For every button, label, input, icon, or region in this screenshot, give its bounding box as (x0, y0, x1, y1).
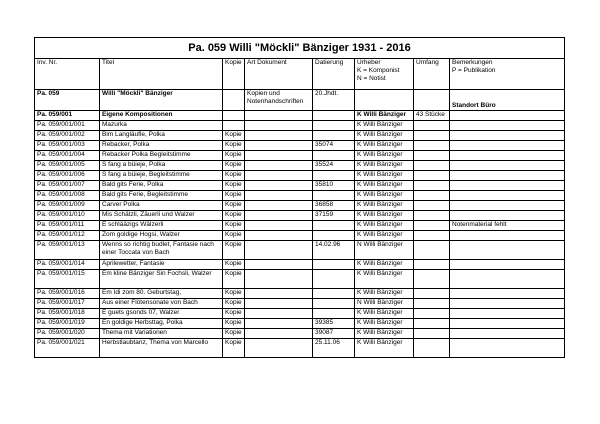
cell-urheber: N Willi Bänziger (355, 299, 414, 309)
cell-titel: Carver Polka (100, 201, 223, 211)
table-row (35, 241, 565, 260)
cell-bemerkungen (450, 319, 565, 329)
cell-bemerkungen (450, 141, 565, 151)
cell-bemerkungen (450, 131, 565, 141)
cell-kopie: Kopie (223, 241, 245, 260)
table-row (35, 329, 565, 339)
cell-umfang (414, 181, 450, 191)
table-row (35, 121, 565, 131)
cell-titel: Aprilewetter, Fantasie (100, 260, 223, 270)
cell-inv: Pa. 059/001/016 (35, 289, 100, 299)
cell-umfang (414, 241, 450, 260)
cell-titel: Bim Langläufle, Polka (100, 131, 223, 141)
header-bemerkungen: Bemerkungen P = Publikation (450, 59, 565, 90)
cell-titel: Wenns so richtig budlet, Fantasie nach einer Toccata von Bach (100, 241, 223, 260)
cell-umfang (414, 141, 450, 151)
cell-urheber: K Willi Bänziger (355, 191, 414, 201)
cell-titel: Aus einer Flötensonate von Bach (100, 299, 223, 309)
cell-kopie: Kopie (223, 260, 245, 270)
cell-umfang (414, 191, 450, 201)
cell-titel: E schlääzigs Wälzerli (100, 221, 223, 231)
table-row (35, 201, 565, 211)
header-umfang: Umfang (414, 59, 450, 90)
cell-datierung (313, 289, 355, 299)
cell-umfang (414, 309, 450, 319)
cell-umfang (414, 319, 450, 329)
table-row (35, 270, 565, 289)
cell-inv: Pa. 059/001/019 (35, 319, 100, 329)
cell-umfang (414, 201, 450, 211)
cell-kopie: Kopie (223, 181, 245, 191)
inventory-table (34, 37, 565, 358)
cell-titel: Thema mit Variationen (100, 329, 223, 339)
cell-kopie: Kopie (223, 131, 245, 141)
cell-urheber: K Willi Bänziger (355, 121, 414, 131)
cell-umfang (414, 161, 450, 171)
cell-titel: Herbstlaubtanz, Thema von Marcello (100, 339, 223, 358)
cell-bemerkungen (450, 339, 565, 358)
table-row (35, 181, 565, 191)
cell-datierung: 39087 (313, 329, 355, 339)
cell-inv: Pa. 059/001/010 (35, 211, 100, 221)
cell-art (245, 329, 313, 339)
cell-datierung (313, 270, 355, 289)
cell-art (245, 339, 313, 358)
cell-urheber: K Willi Bänziger (355, 211, 414, 221)
cell-titel: En goldige Herbsttag, Polka (100, 319, 223, 329)
cell-art (245, 309, 313, 319)
page-title: Pa. 059 Willi "Möckli" Bänziger 1931 - 2016 (35, 38, 565, 59)
group-inv: Pa. 059/001 (35, 111, 100, 121)
cell-titel: Em Idi zom 80. Geburtstag, (100, 289, 223, 299)
cell-datierung (313, 231, 355, 241)
cell-art (245, 289, 313, 299)
group-umfang: 43 Stücke (414, 111, 450, 121)
cell-art (245, 221, 313, 231)
cell-datierung: 14.02.96 (313, 241, 355, 260)
cell-titel: Bald gits Ferie, Polka (100, 181, 223, 191)
table-row (35, 191, 565, 201)
cell-bemerkungen (450, 151, 565, 161)
cell-bemerkungen (450, 299, 565, 309)
cell-umfang (414, 339, 450, 358)
header-urheber: Urheber K = Komponist N = Notist (355, 59, 414, 90)
cell-urheber: K Willi Bänziger (355, 221, 414, 231)
cell-inv: Pa. 059/001/015 (35, 270, 100, 289)
cell-inv: Pa. 059/001/002 (35, 131, 100, 141)
header-art: Art Dokument (245, 59, 313, 90)
cell-inv: Pa. 059/001/003 (35, 141, 100, 151)
cell-art (245, 241, 313, 260)
cell-inv: Pa. 059/001/006 (35, 171, 100, 181)
cell-art (245, 131, 313, 141)
cell-umfang (414, 231, 450, 241)
cell-art (245, 191, 313, 201)
cell-kopie: Kopie (223, 171, 245, 181)
cell-bemerkungen (450, 231, 565, 241)
cell-umfang (414, 329, 450, 339)
cell-umfang (414, 289, 450, 299)
table-row (35, 151, 565, 161)
table-row (35, 299, 565, 309)
cell-titel: Rebacker Polka Begleitstimme (100, 151, 223, 161)
cell-kopie: Kopie (223, 309, 245, 319)
cell-bemerkungen (450, 270, 565, 289)
cell-kopie: Kopie (223, 329, 245, 339)
table-row (35, 161, 565, 171)
cell-titel: Mazurka (100, 121, 223, 131)
cell-art (245, 319, 313, 329)
fonds-bemerkungen: Standort Büro (450, 90, 565, 111)
group-kopie (223, 111, 245, 121)
group-urheber: K Willi Bänziger (355, 111, 414, 121)
cell-titel: Mis Schätzli, Zäuerli und Walzer (100, 211, 223, 221)
cell-urheber: K Willi Bänziger (355, 270, 414, 289)
fonds-titel: Willi "Möckli" Bänziger (100, 90, 223, 111)
cell-kopie: Kopie (223, 161, 245, 171)
header-kopie: Kopie (223, 59, 245, 90)
cell-kopie: Kopie (223, 231, 245, 241)
cell-titel: S fang a büieje, Begleitstimme (100, 171, 223, 181)
cell-datierung (313, 191, 355, 201)
cell-bemerkungen (450, 201, 565, 211)
cell-art (245, 161, 313, 171)
cell-art (245, 121, 313, 131)
cell-inv: Pa. 059/001/009 (35, 201, 100, 211)
fonds-urheber (355, 90, 414, 111)
cell-titel: Rebacker, Polka (100, 141, 223, 151)
cell-titel: Bald gits Ferie, Begleitstimme (100, 191, 223, 201)
cell-datierung: 39385 (313, 319, 355, 329)
cell-kopie: Kopie (223, 339, 245, 358)
table-row (35, 309, 565, 319)
cell-umfang (414, 211, 450, 221)
group-art (245, 111, 313, 121)
cell-urheber: K Willi Bänziger (355, 181, 414, 191)
cell-kopie: Kopie (223, 141, 245, 151)
cell-kopie: Kopie (223, 289, 245, 299)
header-datierung: Datierung (313, 59, 355, 90)
cell-urheber: K Willi Bänziger (355, 131, 414, 141)
cell-umfang (414, 221, 450, 231)
cell-art (245, 270, 313, 289)
cell-umfang (414, 299, 450, 309)
cell-bemerkungen (450, 329, 565, 339)
cell-datierung (313, 171, 355, 181)
cell-datierung (313, 221, 355, 231)
cell-urheber: K Willi Bänziger (355, 289, 414, 299)
cell-inv: Pa. 059/001/007 (35, 181, 100, 191)
group-datierung (313, 111, 355, 121)
header-inv: Inv. Nr. (35, 59, 100, 90)
group-titel: Eigene Kompositionen (100, 111, 223, 121)
cell-urheber: K Willi Bänziger (355, 201, 414, 211)
cell-bemerkungen: Notenmaterial fehlt (450, 221, 565, 231)
cell-kopie: Kopie (223, 201, 245, 211)
cell-kopie: Kopie (223, 319, 245, 329)
cell-inv: Pa. 059/001/014 (35, 260, 100, 270)
cell-datierung: 35524 (313, 161, 355, 171)
group-bemerkungen (450, 111, 565, 121)
cell-bemerkungen (450, 171, 565, 181)
fonds-umfang (414, 90, 450, 111)
cell-titel: E guets gsonds 07, Walzer (100, 309, 223, 319)
table-row (35, 171, 565, 181)
cell-titel: Zom goldige Hogsi, Walzer (100, 231, 223, 241)
group-row (35, 111, 565, 121)
cell-urheber: K Willi Bänziger (355, 319, 414, 329)
cell-bemerkungen (450, 241, 565, 260)
cell-urheber: K Willi Bänziger (355, 231, 414, 241)
cell-bemerkungen (450, 309, 565, 319)
cell-urheber: K Willi Bänziger (355, 260, 414, 270)
cell-inv: Pa. 059/001/008 (35, 191, 100, 201)
cell-art (245, 299, 313, 309)
cell-kopie: Kopie (223, 191, 245, 201)
cell-inv: Pa. 059/001/021 (35, 339, 100, 358)
cell-kopie: Kopie (223, 211, 245, 221)
cell-art (245, 171, 313, 181)
cell-bemerkungen (450, 289, 565, 299)
cell-datierung (313, 299, 355, 309)
cell-umfang (414, 151, 450, 161)
cell-art (245, 231, 313, 241)
fonds-inv: Pa. 059 (35, 90, 100, 111)
cell-inv: Pa. 059/001/001 (35, 121, 100, 131)
cell-art (245, 181, 313, 191)
cell-bemerkungen (450, 121, 565, 131)
cell-urheber: N Willi Bänziger (355, 241, 414, 260)
table-row (35, 319, 565, 329)
table-row (35, 339, 565, 358)
cell-datierung (313, 260, 355, 270)
cell-urheber: K Willi Bänziger (355, 151, 414, 161)
cell-bemerkungen (450, 181, 565, 191)
header-titel: Titel (100, 59, 223, 90)
cell-umfang (414, 171, 450, 181)
cell-inv: Pa. 059/001/004 (35, 151, 100, 161)
cell-inv: Pa. 059/001/018 (35, 309, 100, 319)
cell-bemerkungen (450, 191, 565, 201)
table-row (35, 131, 565, 141)
cell-datierung: 37159 (313, 211, 355, 221)
fonds-datierung: 20.Jhdt. (313, 90, 355, 111)
table-row (35, 231, 565, 241)
cell-kopie: Kopie (223, 151, 245, 161)
cell-urheber: K Willi Bänziger (355, 141, 414, 151)
cell-urheber: K Willi Bänziger (355, 339, 414, 358)
table-row (35, 260, 565, 270)
table-row (35, 221, 565, 231)
fonds-kopie (223, 90, 245, 111)
cell-kopie: Kopie (223, 270, 245, 289)
cell-datierung: 35810 (313, 181, 355, 191)
cell-datierung (313, 309, 355, 319)
cell-datierung: 36858 (313, 201, 355, 211)
cell-inv: Pa. 059/001/020 (35, 329, 100, 339)
cell-datierung: 25.11.06 (313, 339, 355, 358)
cell-art (245, 201, 313, 211)
cell-bemerkungen (450, 161, 565, 171)
table-row (35, 211, 565, 221)
cell-urheber: K Willi Bänziger (355, 171, 414, 181)
cell-bemerkungen (450, 211, 565, 221)
cell-umfang (414, 121, 450, 131)
cell-kopie: Kopie (223, 221, 245, 231)
cell-titel: Em kline Bänziger Sin Fochsli, Walzer (100, 270, 223, 289)
cell-inv: Pa. 059/001/013 (35, 241, 100, 260)
cell-datierung (313, 131, 355, 141)
cell-datierung (313, 121, 355, 131)
cell-art (245, 141, 313, 151)
table-row (35, 289, 565, 299)
cell-datierung: 35074 (313, 141, 355, 151)
table-row (35, 141, 565, 151)
cell-titel: S fang a büieje, Polka (100, 161, 223, 171)
cell-umfang (414, 270, 450, 289)
cell-bemerkungen (450, 260, 565, 270)
cell-urheber: K Willi Bänziger (355, 161, 414, 171)
cell-umfang (414, 260, 450, 270)
cell-inv: Pa. 059/001/012 (35, 231, 100, 241)
fonds-art: Kopien und Notenhandschriften (245, 90, 313, 111)
cell-kopie (223, 121, 245, 131)
cell-urheber: K Willi Bänziger (355, 329, 414, 339)
cell-inv: Pa. 059/001/005 (35, 161, 100, 171)
cell-kopie: Kopie (223, 299, 245, 309)
cell-urheber: K Willi Bänziger (355, 309, 414, 319)
cell-inv: Pa. 059/001/011 (35, 221, 100, 231)
cell-datierung (313, 151, 355, 161)
cell-art (245, 260, 313, 270)
cell-umfang (414, 131, 450, 141)
cell-art (245, 151, 313, 161)
fonds-row (35, 90, 565, 111)
cell-art (245, 211, 313, 221)
header-row (35, 59, 565, 90)
cell-inv: Pa. 059/001/017 (35, 299, 100, 309)
